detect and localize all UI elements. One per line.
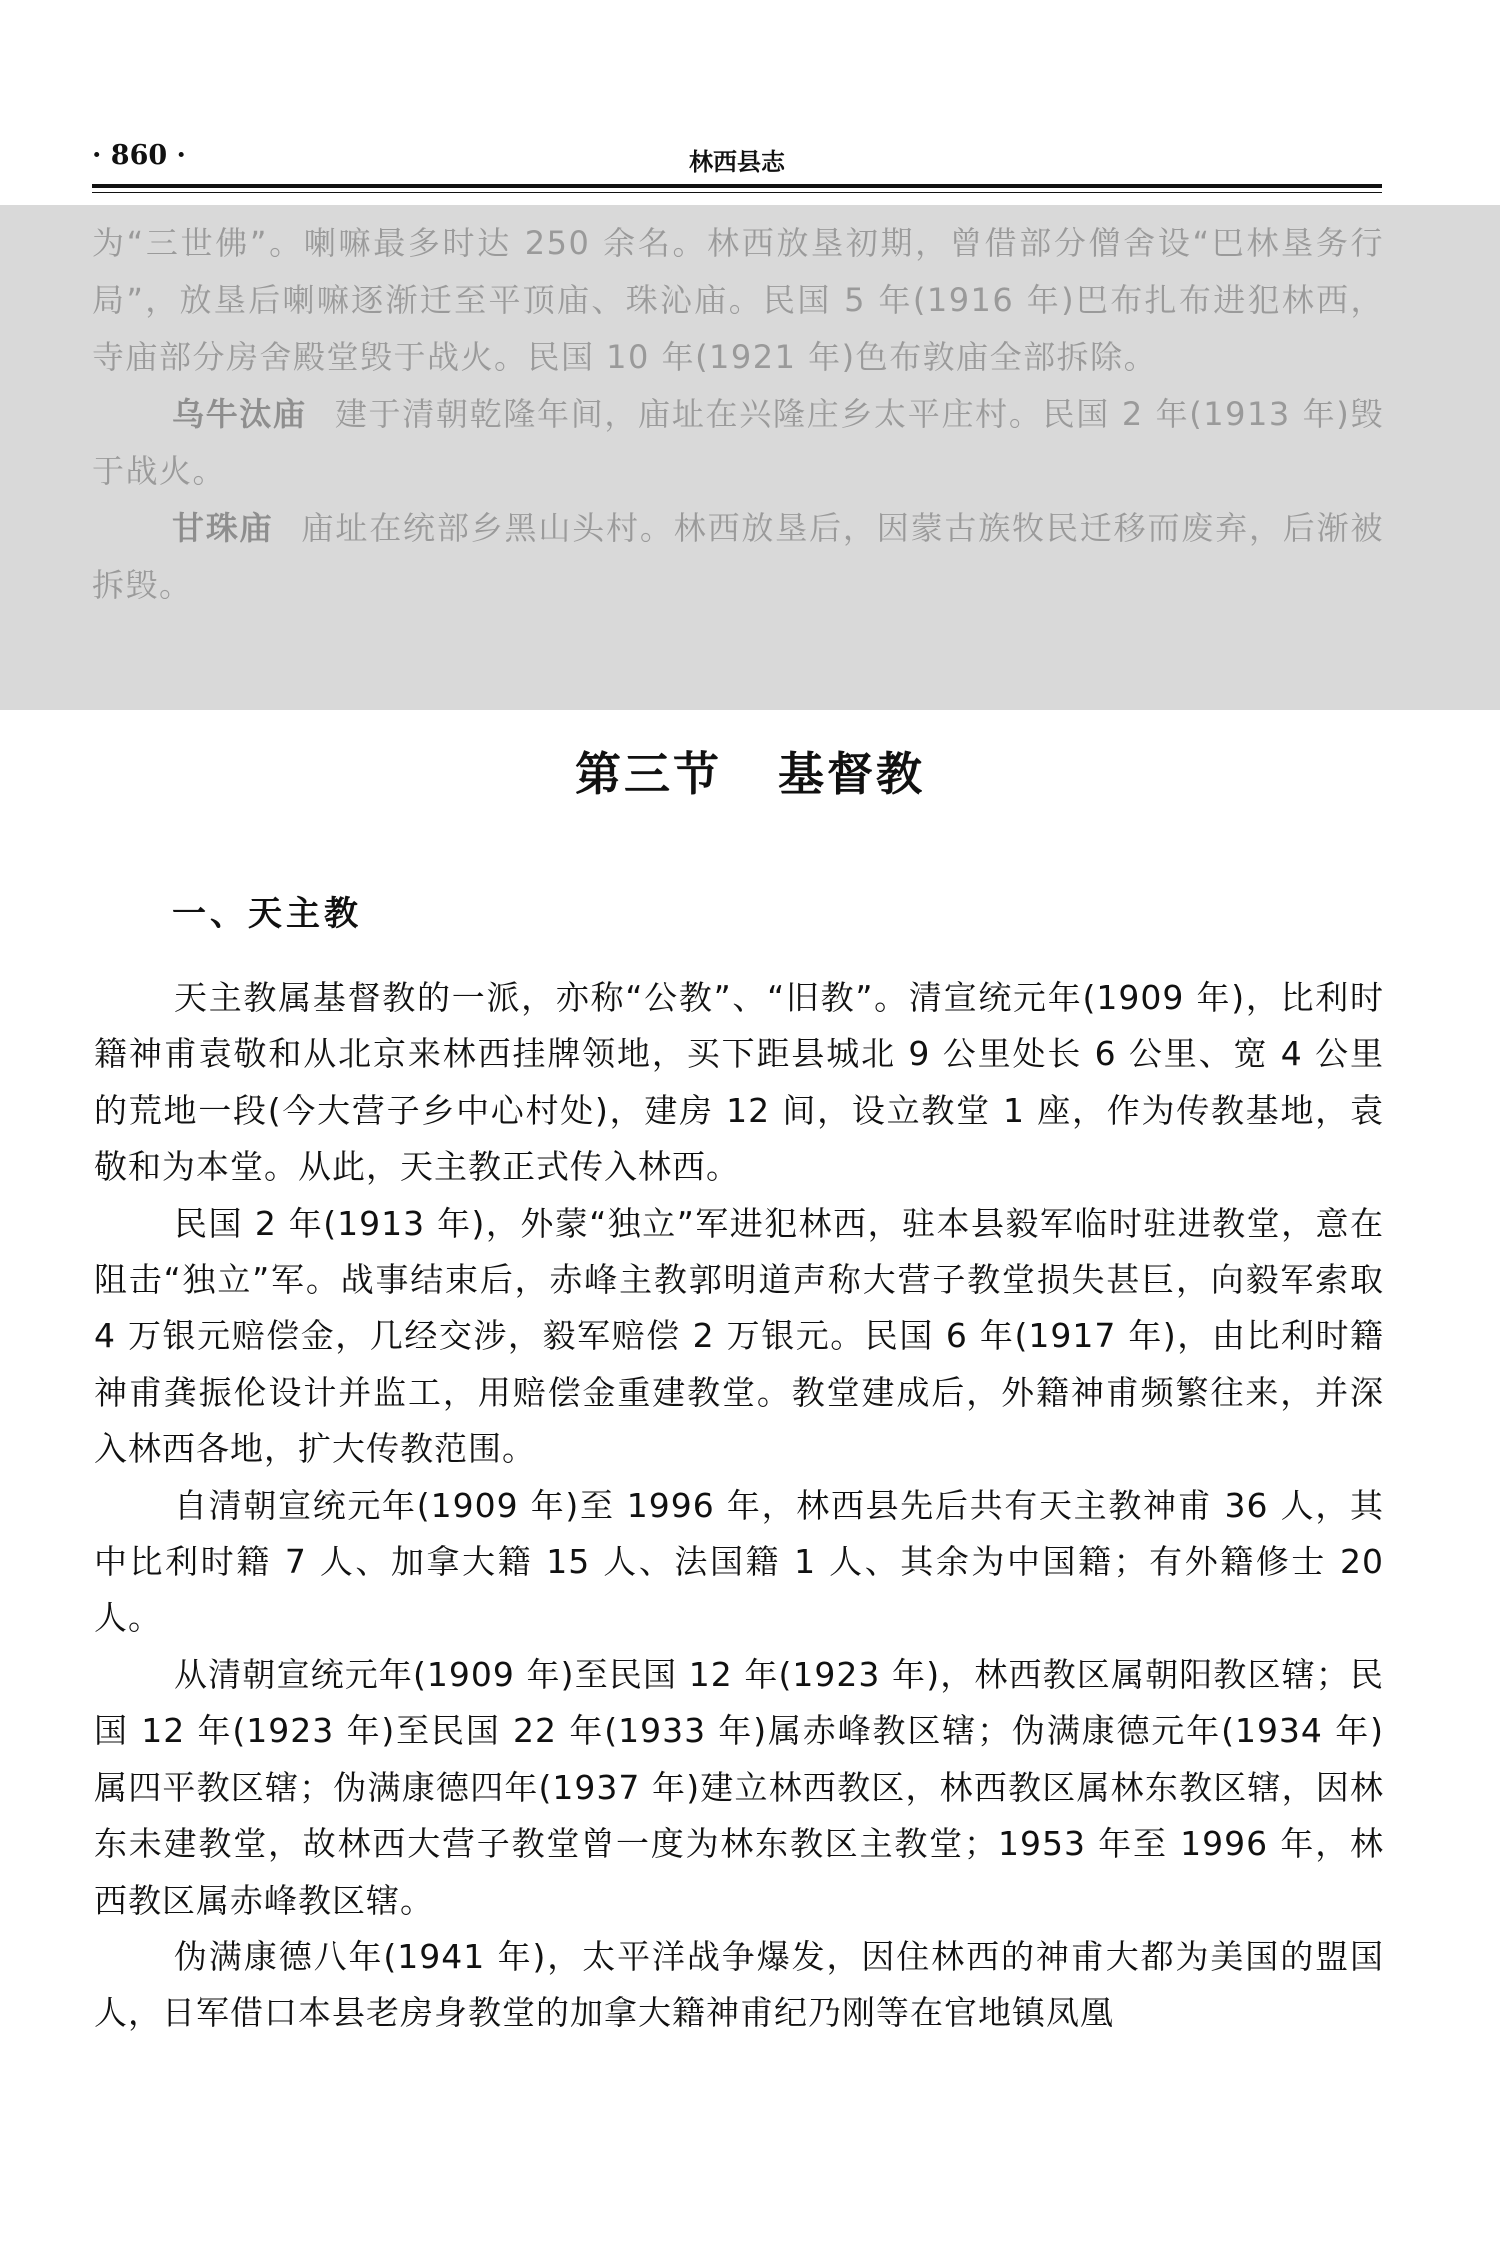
shaded-paragraph-1: 为“三世佛”。喇嘛最多时达 250 余名。林西放垦初期，曾借部分僧舍设“巴林垦务行局”，放垦后喇嘛逐渐迁至平顶庙、珠沁庙。民国 5 年(1916 年)巴布扎布进犯林西，寺庙部分房舍殿堂毁于战火。民国 10 年(1921 年)色布敦庙全部拆除。 [92,224,1384,376]
term-wuniutai-temple: 乌牛汰庙 [172,395,307,433]
body-paragraph-5: 伪满康德八年(1941 年)，太平洋战争爆发，因住林西的神甫大都为美国的盟国人，日军借口本县老房身教堂的加拿大籍神甫纪乃刚等在官地镇凤凰 [94,1936,1384,2033]
body-paragraph-3: 自清朝宣统元年(1909 年)至 1996 年，林西县先后共有天主教神甫 36 人，其中比利时籍 7 人、加拿大籍 15 人、法国籍 1 人、其余为中国籍；有外籍修士 20 人。 [94,1485,1384,1638]
shaded-text-block [92,215,1384,614]
section-title [0,738,1500,804]
shaded-paragraph-2-text: 建于清朝乾隆年间，庙址在兴隆庄乡太平庄村。民国 2 年(1913 年)毁于战火。 [92,395,1384,490]
page-number: · 860 · [92,140,186,171]
section-number: 第三节 [575,747,722,801]
body-paragraph-1: 天主教属基督教的一派，亦称“公教”、“旧教”。清宣统元年(1909 年)，比利时籍神甫袁敬和从北京来林西挂牌领地，买下距县城北 9 公里处长 6 公里、宽 4 公里的荒地一段(今大营子乡中心村处)，建房 12 间，设立教堂 1 座，作为传教基地，袁敬和为本堂。从此，天主教正式传入林西。 [94,978,1384,1187]
body-paragraph-2: 民国 2 年(1913 年)，外蒙“独立”军进犯林西，驻本县毅军临时驻进教堂，意在阻击“独立”军。战事结束后，赤峰主教郭明道声称大营子教堂损失甚巨，向毅军索取 4 万银元赔偿金，几经交涉，毅军赔偿 2 万银元。民国 6 年(1917 年)，由比利时籍神甫龚振伦设计并监工，用赔偿金重建教堂。教堂建成后，外籍神甫频繁往来，并深入林西各地，扩大传教范围。 [94,1203,1384,1469]
shaded-paragraph-3-text: 庙址在统部乡黑山头村。林西放垦后，因蒙古族牧民迁移而废弃，后渐被拆毁。 [92,509,1384,604]
body-text [94,970,1384,2042]
book-title: 林西县志 [689,148,785,176]
subsection-heading: 一、天主教 [172,894,362,934]
body-paragraph-4: 从清朝宣统元年(1909 年)至民国 12 年(1923 年)，林西教区属朝阳教区辖；民国 12 年(1923 年)至民国 22 年(1933 年)属赤峰教区辖；伪满康德元年(1934 年)属四平教区辖；伪满康德四年(1937 年)建立林西教区，林西教区属林东教区辖，因林东未建教堂，故林西大营子教堂曾一度为林东教区主教堂；1953 年至 1996 年，林西教区属赤峰教区辖。 [94,1654,1384,1920]
header-rule-thick [92,184,1382,188]
shaded-paragraph-2 [92,386,1384,500]
section-name: 基督教 [778,747,925,801]
term-ganzhu-temple: 甘珠庙 [172,509,274,547]
header-rule-thin [92,192,1382,193]
shaded-paragraph-3 [92,500,1384,614]
page-header [92,140,1382,180]
